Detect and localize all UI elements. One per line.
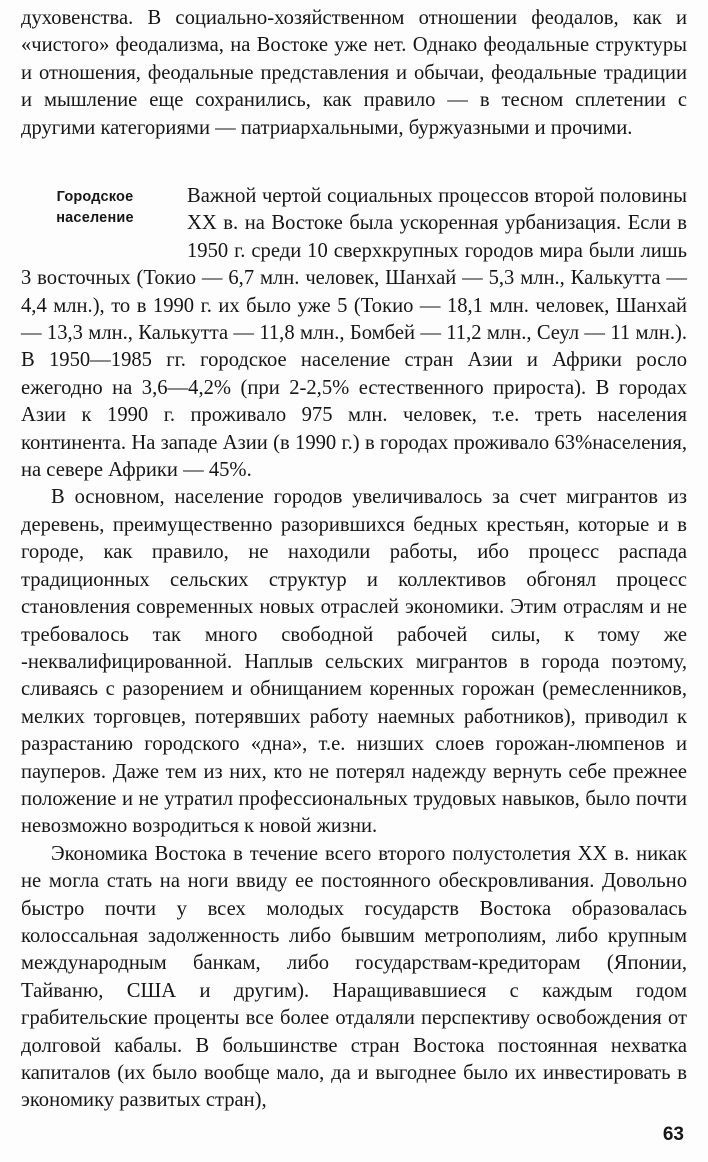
margin-heading-line-1: Городское (56, 189, 134, 205)
paragraph-economy: Экономика Востока в течение всего второго полустолетия XX в. никак не могла стать на ноги ввиду ее постоянного обескровливания. Довольно быстро почти у всех молодых государств Востока образовалась колоссальная задолженность либо бывшим метрополиям, либо крупным международным банкам, либо государствам-кредиторам (Японии, Тайваню, США и другим). Наращивавшиеся с каждым годом грабительские проценты все более отдаляли перспективу освобождения от долговой кабалы. В большинстве стран Востока постоянная нехватка капиталов (их было вообще мало, да и выгоднее было их инвестировать в экономику развитых стран), (21, 842, 687, 1112)
page-number: 63 (662, 1124, 684, 1145)
intro-text-block (21, 5, 687, 142)
margin-heading-line-2: население (56, 210, 134, 226)
urban-population-section (21, 183, 687, 1115)
paragraph-urbanization: Важной чертой социальных процессов второй половины XX в. на Востоке была ускоренная урбанизация. Если в 1950 г. среди 10 сверхкрупных городов мира были лишь 3 восточных (Токио — 6,7 млн. человек, Шанхай — 5,3 млн., Калькутта — 4,4 млн.), то в 1990 г. их было уже 5 (Токио — 18,1 млн. человек, Шанхай — 13,3 млн., Калькутта — 11,8 млн., Бомбей — 11,2 млн., Сеул — 11 млн.). В 1950—1985 гг. городское население стран Азии и Африки росло ежегодно на 3,6—4,2% (при 2-2,5% естественного прироста). В городах Азии к 1990 г. проживало 975 млн. человек, т.е. треть населения континента. На западе Азии (в 1990 г.) в городах проживало 63%населения, на севере Африки — 45%. (21, 185, 687, 482)
margin-heading (21, 187, 169, 239)
paragraph-migrants: В основном, население городов увеличивалось за счет мигрантов из деревень, преимущественно разорившихся бедных крестьян, которые и в городе, как правило, не находили работы, ибо процесс распада традиционных сельских структур и коллективов обгонял процесс становления современных новых отраслей экономики. Этим отраслям и не требовалось так много свободной рабочей силы, к тому же -неквалифицированной. Наплыв сельских мигрантов в города поэтому, сливаясь с разорением и обнищанием коренных горожан (ремесленников, мелких торговцев, потерявших работу наемных работников), приводил к разрастанию городского «дна», т.е. низших слоев горожан-люмпенов и пауперов. Даже тем из них, кто не потерял надежду вернуть себе прежнее положение и не утратил профессиональных трудовых навыков, было почти невозможно возродиться к новой жизни. (21, 486, 687, 838)
intro-paragraph: духовенства. В социально-хозяйственном отношении феодалов, как и «чистого» феодализма, на Востоке уже нет. Однако феодальные структуры и отношения, феодальные представления и обычаи, феодальные традиции и мышление еще сохранились, как правило — в тесном сплетении с другими категориями — патриархальными, буржуазными и прочими. (21, 7, 687, 139)
